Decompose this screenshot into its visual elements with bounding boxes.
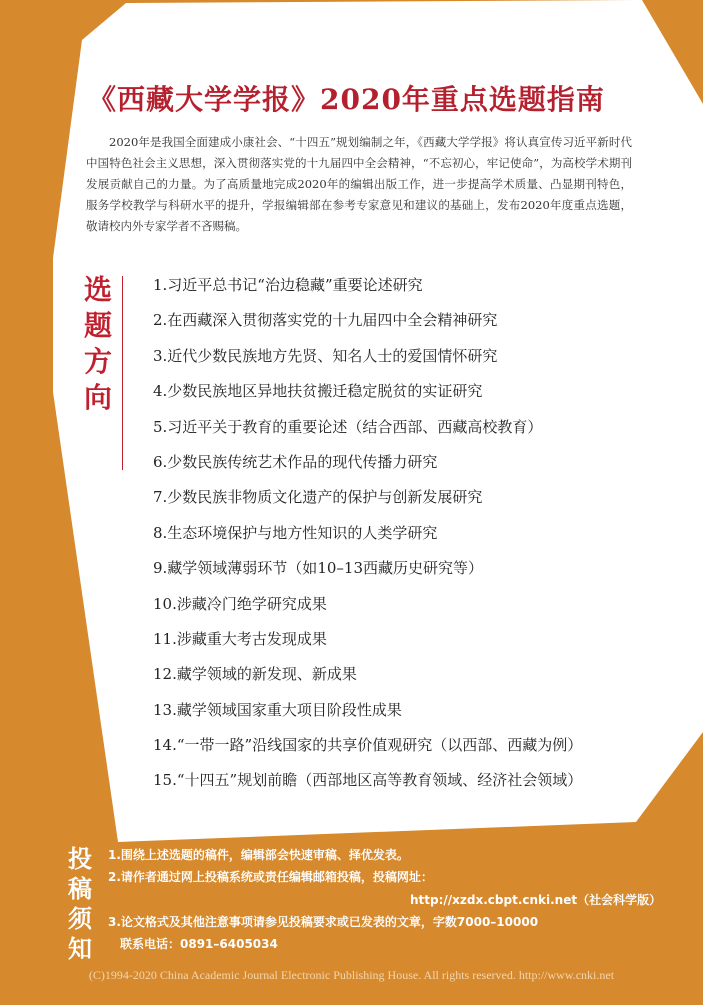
topic-item: 13.藏学领域国家重大项目阶段性成果 [153,700,402,719]
topic-item: 11.涉藏重大考古发现成果 [153,629,327,648]
divider-line [122,276,123,470]
topic-item: 14.“一带一路”沿线国家的共享价值观研究（以西部、西藏为例） [153,736,583,755]
submission-notice-label [62,844,98,964]
label-char: 须 [68,905,92,933]
topic-item: 15.“十四五”规划前瞻（西部地区高等教育领域、经济社会领域） [153,771,583,790]
topic-item: 6.少数民族传统艺术作品的现代传播力研究 [153,452,438,471]
notice-line-2: 2.请作者通过网上投稿系统或责任编辑邮箱投稿，投稿网址： [108,870,433,884]
label-char: 稿 [68,875,92,903]
contact-phone: 联系电话：0891–6405034 [120,937,278,951]
label-char: 知 [68,935,92,963]
topic-item: 4.少数民族地区异地扶贫搬迁稳定脱贫的实证研究 [153,382,483,401]
label-char: 选 [83,273,112,306]
copyright-footer: (C)1994-2020 China Academic Journal Electronic Publishing House. All rights reserved. http://www.cnki.net [88,968,615,982]
submission-url-link[interactable]: http://xzdx.cbpt.cnki.net（社会科学版） [410,893,662,907]
page-title: 《西藏大学学报》2020年重点选题指南 [88,83,605,116]
topic-direction-label [78,272,118,416]
topic-item: 1.习近平总书记“治边稳藏”重要论述研究 [153,276,423,294]
topic-item: 10.涉藏冷门绝学研究成果 [153,594,327,613]
topic-item: 2.在西藏深入贯彻落实党的十九届四中全会精神研究 [153,311,498,330]
notice-line-1: 1.围绕上述选题的稿件，编辑部会快速审稿、择优发表。 [108,848,409,862]
topic-item: 9.藏学领域薄弱环节（如10–13西藏历史研究等） [153,559,483,578]
topic-item: 5.习近平关于教育的重要论述（结合西部、西藏高校教育） [153,417,543,436]
notice-line-3: 3.论文格式及其他注意事项请参见投稿要求或已发表的文章，字数7000–10000 [108,915,539,929]
label-char: 题 [83,309,112,342]
topic-item: 8.生态环境保护与地方性知识的人类学研究 [153,523,438,542]
topic-item: 7.少数民族非物质文化遗产的保护与创新发展研究 [153,488,483,507]
intro-paragraph: 2020年是我国全面建成小康社会、“十四五”规划编制之年，《西藏大学学报》将认真宣传习近平新时代中国特色社会主义思想，深入贯彻落实党的十九届四中全会精神，“不忘初心，牢记使命”，为高校学术期刊发展贡献自己的力量。为了高质量地完成2020年的编辑出版工作，进一步提高学术质量、凸显期刊特色，服务学校教学与科研水平的提升，学报编辑部在参考专家意见和建议的基础上，发布2020年度重点选题，敬请校内外专家学者不吝赐稿。 [86,135,632,233]
topic-item: 12.藏学领域的新发现、新成果 [153,665,357,684]
topic-item: 3.近代少数民族地方先贤、知名人士的爱国情怀研究 [153,346,498,365]
label-char: 投 [68,845,92,873]
topic-list [153,271,582,802]
label-char: 向 [83,381,112,414]
label-char: 方 [83,345,112,378]
